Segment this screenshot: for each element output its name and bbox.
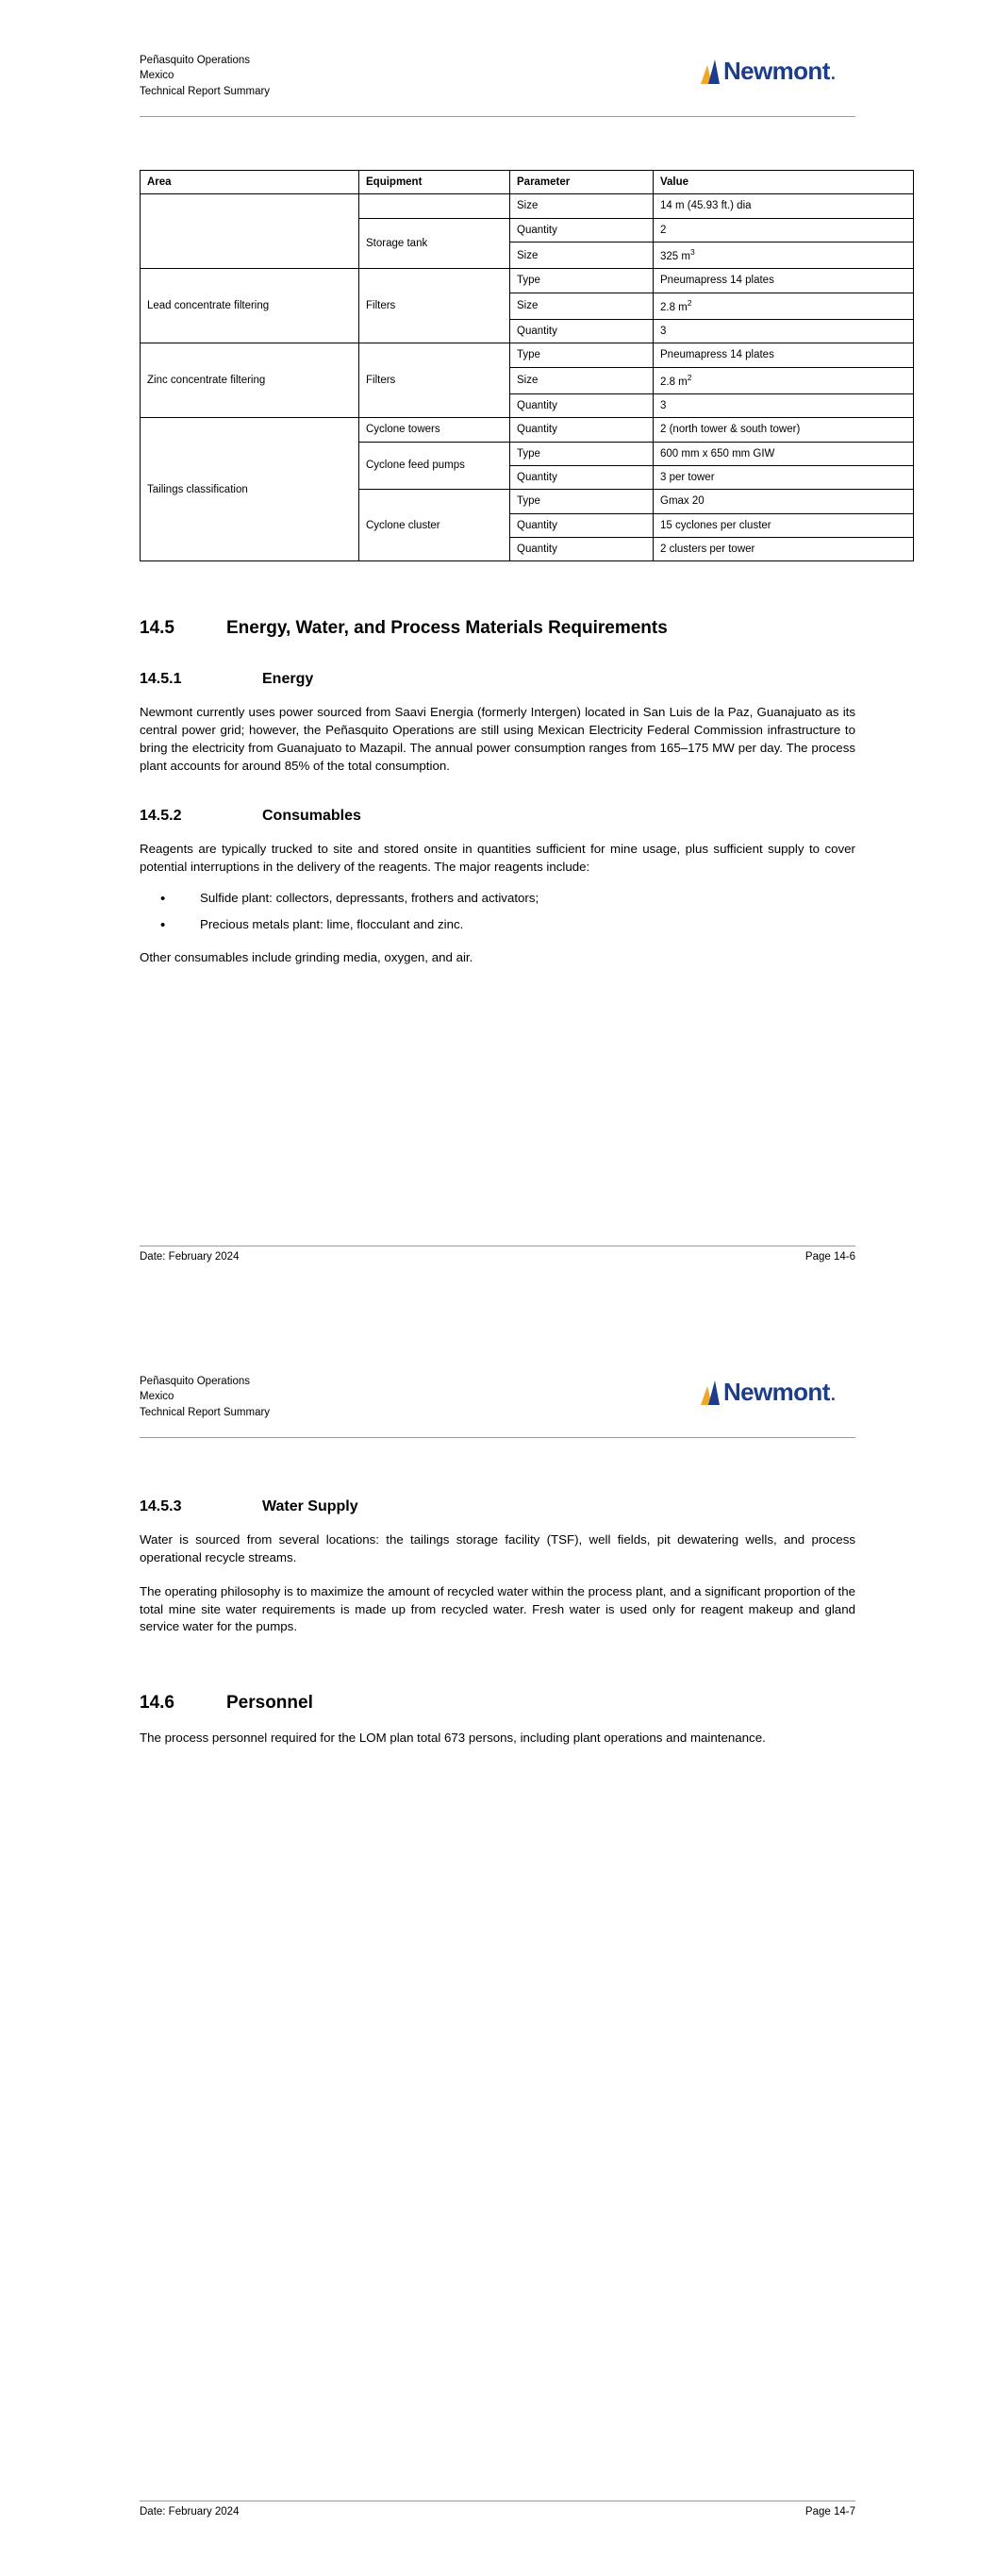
header-line-country: Mexico — [140, 1391, 174, 1403]
header-line-doctype: Technical Report Summary — [140, 85, 271, 97]
table-cell-value: 3 — [654, 319, 914, 343]
document-page-2 — [0, 1321, 995, 2576]
table-header-row — [141, 170, 914, 193]
table-cell-value: 3 per tower — [654, 465, 914, 489]
paragraph-personnel: The process personnel required for the LOM plan total 673 persons, including plant operations and maintenance. — [140, 1731, 766, 1746]
table-cell-parameter: Size — [510, 194, 654, 218]
section-heading-14-5-1 — [140, 671, 855, 688]
section-title: Consumables — [262, 807, 361, 824]
table-cell-parameter: Quantity — [510, 393, 654, 417]
section-heading-14-6 — [140, 1693, 855, 1714]
footer-page-number: Page 14-7 — [804, 2506, 855, 2517]
table-cell-value: Gmax 20 — [654, 490, 914, 513]
table-cell-parameter: Quantity — [510, 418, 654, 442]
page-header — [140, 0, 855, 99]
table-cell-area: Zinc concentrate filtering — [141, 343, 359, 418]
consumables-bullet-list — [140, 890, 855, 934]
section-number: 14.5.1 — [140, 671, 182, 688]
table-row — [141, 194, 914, 218]
paragraph-other-consumables: Other consumables include grinding media, oxygen, and air. — [140, 950, 473, 965]
footer-date: Date: February 2024 — [140, 2506, 240, 2517]
table-cell-equipment: Cyclone towers — [359, 418, 510, 442]
table-cell-value: 15 cyclones per cluster — [654, 513, 914, 537]
table-cell-value: 3 — [654, 393, 914, 417]
list-item — [140, 916, 855, 934]
process-equipment-table — [140, 170, 914, 561]
newmont-logo-wordmark: Newmont — [722, 57, 830, 85]
section-heading-14-5-3 — [140, 1498, 855, 1515]
bullet-icon: • — [160, 916, 166, 933]
table-cell-value: Pneumapress 14 plates — [654, 269, 914, 293]
table-row — [141, 343, 914, 367]
header-report-identification — [140, 1374, 270, 1420]
section-heading-14-5-2 — [140, 808, 855, 825]
table-cell-value: 600 mm x 650 mm GIW — [654, 442, 914, 465]
table-cell-value: 325 $m^3$ — [654, 243, 914, 269]
newmont-logo-dot: . — [829, 1378, 837, 1406]
table-cell-parameter: Size — [510, 367, 654, 393]
table-cell-value: 2.8 $m^2$ — [654, 367, 914, 393]
table-cell-parameter: Type — [510, 490, 654, 513]
table-cell-parameter: Quantity — [510, 513, 654, 537]
table-cell-value: 2 clusters per tower — [654, 538, 914, 561]
table-cell-area: Tailings classification — [141, 418, 359, 561]
table-cell-equipment — [359, 194, 510, 218]
newmont-logo-icon — [701, 59, 720, 84]
table-cell-parameter: Quantity — [510, 218, 654, 242]
table-row — [141, 418, 914, 442]
header-line-doctype: Technical Report Summary — [140, 1406, 271, 1418]
table-cell-parameter: Type — [510, 343, 654, 367]
section-number: 14.5.3 — [140, 1497, 182, 1514]
section-number: 14.6 — [140, 1693, 174, 1714]
table-cell-value: 14 m (45.93 ft.) dia — [654, 194, 914, 218]
paragraph-water-philosophy: The operating philosophy is to maximize the amount of recycled water within the process plant, and a significant proportion of the total mine site water requirements is made up from recycled water. Fresh water is used only for reagent makeup and gland service water for the pumps. — [140, 1583, 855, 1634]
table-cell-parameter: Quantity — [510, 538, 654, 561]
newmont-logo — [701, 53, 855, 86]
table-cell-area — [141, 194, 359, 269]
paragraph-water-sources: Water is sourced from several locations: the tailings storage facility (TSF), well fields, pit dewatering wells, and process operational recycle streams. — [140, 1531, 855, 1564]
table-cell-value: 2 — [654, 218, 914, 242]
section-number: 14.5.2 — [140, 807, 182, 824]
list-item — [140, 890, 855, 908]
table-cell-value: Pneumapress 14 plates — [654, 343, 914, 367]
table-cell-equipment: Storage tank — [359, 218, 510, 269]
table-cell-value: 2 (north tower & south tower) — [654, 418, 914, 442]
table-cell-equipment: Filters — [359, 343, 510, 418]
newmont-logo-dot: . — [829, 57, 837, 85]
header-line-operations: Peñasquito Operations — [140, 55, 250, 66]
section-number: 14.5 — [140, 618, 174, 639]
newmont-logo-icon — [701, 1380, 720, 1405]
header-divider — [140, 116, 855, 117]
table-row — [141, 269, 914, 293]
table-header-area: Area — [141, 170, 359, 193]
footer-page-number: Page 14-6 — [804, 1251, 855, 1263]
paragraph-energy: Newmont currently uses power sourced from Saavi Energia (formerly Intergen) located in San Luis de la Paz, Guanajuato as its central power grid; however, the Peñasquito Operations are still using Mexican Electricity Federal Commission infrastructure to bring the electricity from Guanajuato to Mazapil. The annual power consumption ranges from 165–175 MW per day. The process plant accounts for around 85% of the total consumption. — [140, 705, 855, 774]
table-cell-parameter: Type — [510, 442, 654, 465]
page-footer — [140, 1246, 855, 1263]
header-line-country: Mexico — [140, 70, 174, 82]
section-heading-14-5 — [140, 618, 855, 639]
table-cell-equipment: Filters — [359, 269, 510, 343]
table-cell-area: Lead concentrate filtering — [141, 269, 359, 343]
section-title: Personnel — [226, 1693, 313, 1714]
table-cell-parameter: Size — [510, 243, 654, 269]
header-line-operations: Peñasquito Operations — [140, 1376, 250, 1387]
page-header — [140, 1321, 855, 1420]
table-cell-parameter: Quantity — [510, 465, 654, 489]
section-title: Energy, Water, and Process Materials Requirements — [226, 618, 668, 639]
list-item-label: Sulfide plant: collectors, depressants, frothers and activators; — [200, 890, 539, 905]
table-header-value: Value — [654, 170, 914, 193]
newmont-logo-wordmark: Newmont — [722, 1378, 830, 1406]
footer-date: Date: February 2024 — [140, 1251, 240, 1263]
table-cell-parameter: Quantity — [510, 319, 654, 343]
list-item-label: Precious metals plant: lime, flocculant and zinc. — [200, 916, 464, 931]
section-title: Water Supply — [262, 1497, 358, 1514]
table-cell-equipment: Cyclone cluster — [359, 490, 510, 561]
paragraph-consumables-intro: Reagents are typically trucked to site and stored onsite in quantities sufficient for mine usage, plus sufficient supply to cover potential interruptions in the delivery of the reagents. The major reagents include: — [140, 841, 855, 874]
section-title: Energy — [262, 671, 314, 688]
table-cell-value: 2.8 $m^2$ — [654, 293, 914, 319]
table-cell-parameter: Size — [510, 293, 654, 319]
table-cell-parameter: Type — [510, 269, 654, 293]
bullet-icon: • — [160, 890, 166, 907]
page-footer — [140, 2501, 855, 2517]
table-header-equipment: Equipment — [359, 170, 510, 193]
newmont-logo — [701, 1374, 855, 1407]
table-cell-equipment: Cyclone feed pumps — [359, 442, 510, 490]
header-report-identification — [140, 53, 270, 99]
table-header-parameter: Parameter — [510, 170, 654, 193]
